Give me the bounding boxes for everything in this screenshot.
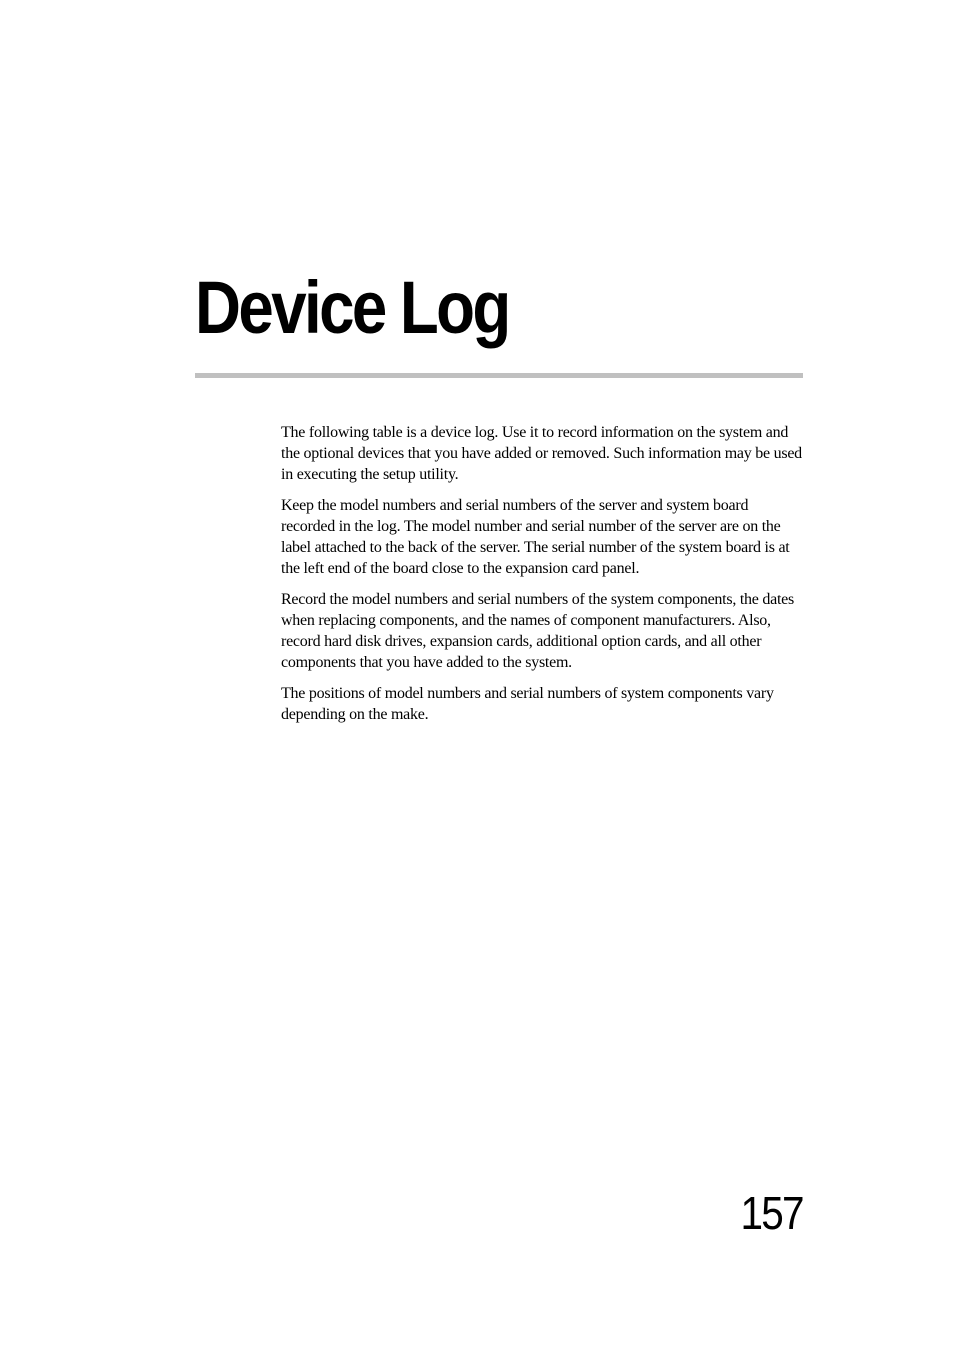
chapter-title: Device Log (195, 266, 509, 349)
paragraph-intro: The following table is a device log. Use it to record information on the system and the optional devices that you have added or removed. Such information may be used in executing the setup utility. (281, 424, 802, 483)
body-text (281, 422, 803, 735)
paragraph-positions: The positions of model numbers and serial numbers of system components vary depending on the make. (281, 685, 774, 723)
title-divider (195, 373, 803, 378)
page-number: 157 (740, 1187, 803, 1239)
paragraph-model-serial: Keep the model numbers and serial numbers of the server and system board recorded in the log. The model number and serial number of the server are on the label attached to the back of the server. The serial number of the system board is at the left end of the board close to the expansion card panel. (281, 497, 790, 577)
paragraph-record-components: Record the model numbers and serial numbers of the system components, the dates when replacing components, and the names of component manufacturers. Also, record hard disk drives, expansion cards, additional option cards, and all other components that you have added to the system. (281, 591, 795, 671)
